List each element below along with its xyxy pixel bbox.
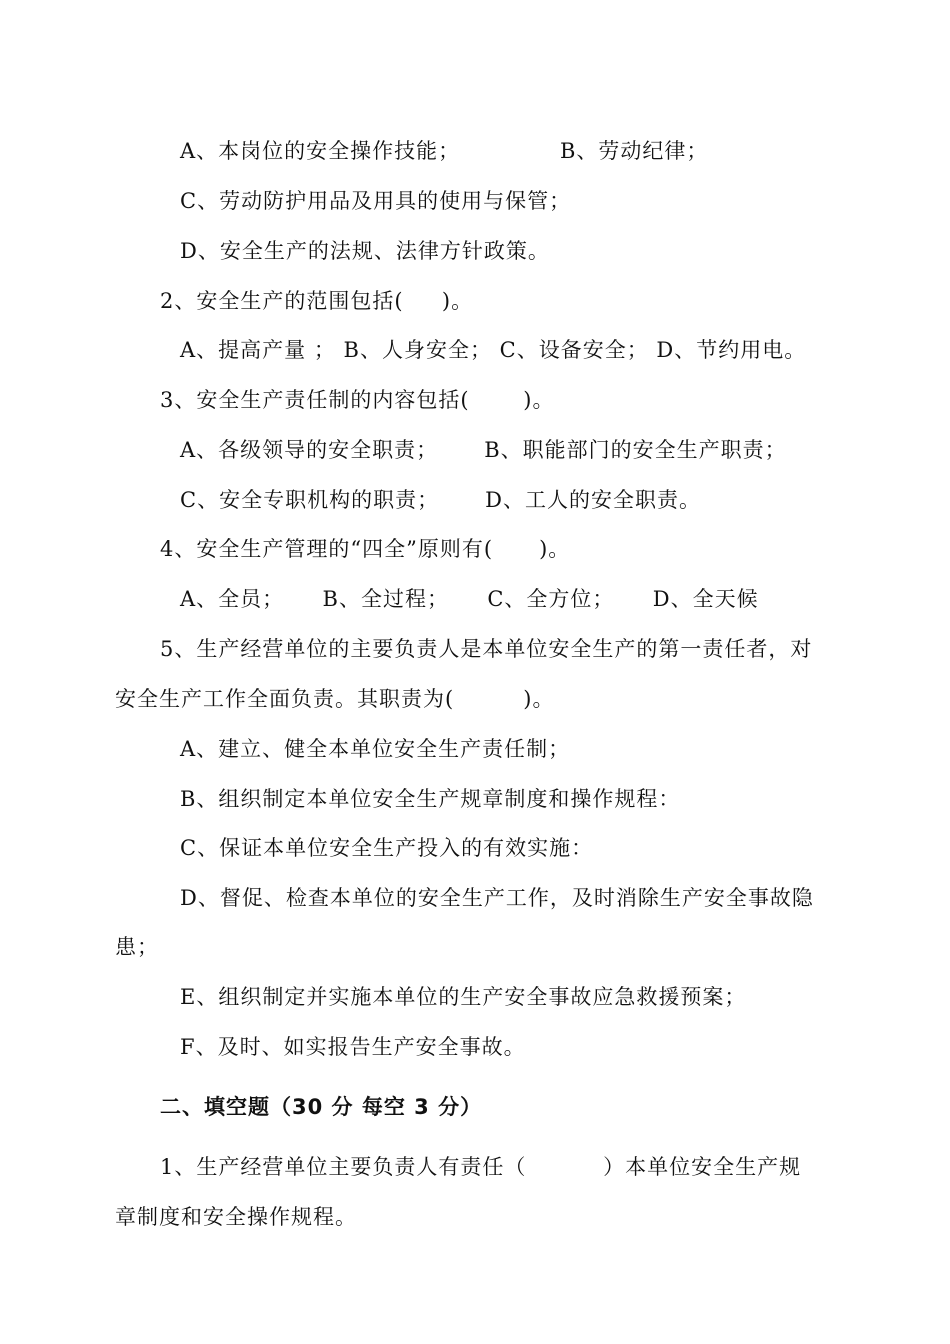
question-5-line-2: 安全生产工作全面负责。其职责为( )。 (115, 687, 555, 711)
q4-options: A、全员； B、全过程； C、全方位； D、全天候 (180, 587, 759, 611)
q3-options-cd: C、安全专职机构的职责； D、工人的安全职责。 (180, 488, 701, 512)
fill-question-1-line-2: 章制度和安全操作规程。 (115, 1205, 357, 1229)
q1-option-d: D、安全生产的法规、法律方针政策。 (180, 239, 550, 263)
q1-options-ab: A、本岗位的安全操作技能； B、劳动纪律； (180, 139, 709, 163)
q5-option-b: B、组织制定本单位安全生产规章制度和操作规程： (180, 787, 681, 811)
question-2: 2、安全生产的范围包括( )。 (160, 289, 474, 313)
q5-option-c: C、保证本单位安全生产投入的有效实施： (180, 836, 594, 860)
section-heading-fill-in: 二、填空题（30 分 每空 3 分） (160, 1095, 483, 1119)
q5-option-f: F、及时、如实报告生产安全事故。 (180, 1035, 526, 1059)
question-3: 3、安全生产责任制的内容包括( )。 (160, 388, 555, 412)
q1-option-c: C、劳动防护用品及用具的使用与保管； (180, 189, 572, 213)
q5-option-e: E、组织制定并实施本单位的生产安全事故应急救援预案； (180, 985, 747, 1009)
question-4: 4、安全生产管理的“四全”原则有( )。 (160, 537, 571, 561)
q3-options-ab: A、各级领导的安全职责； B、职能部门的安全生产职责； (180, 438, 787, 462)
question-5-line-1: 5、生产经营单位的主要负责人是本单位安全生产的第一责任者，对 (160, 637, 813, 661)
q5-option-a: A、建立、健全本单位安全生产责任制； (180, 737, 571, 761)
fill-question-1-line-1: 1、生产经营单位主要负责人有责任（ ）本单位安全生产规 (160, 1155, 802, 1179)
q5-option-d-line-2: 患； (115, 935, 159, 959)
q5-option-d-line-1: D、督促、检查本单位的安全生产工作，及时消除生产安全事故隐 (180, 886, 814, 910)
q2-options: A、提高产量 ； B、人身安全； C、设备安全； D、节约用电。 (180, 338, 807, 362)
